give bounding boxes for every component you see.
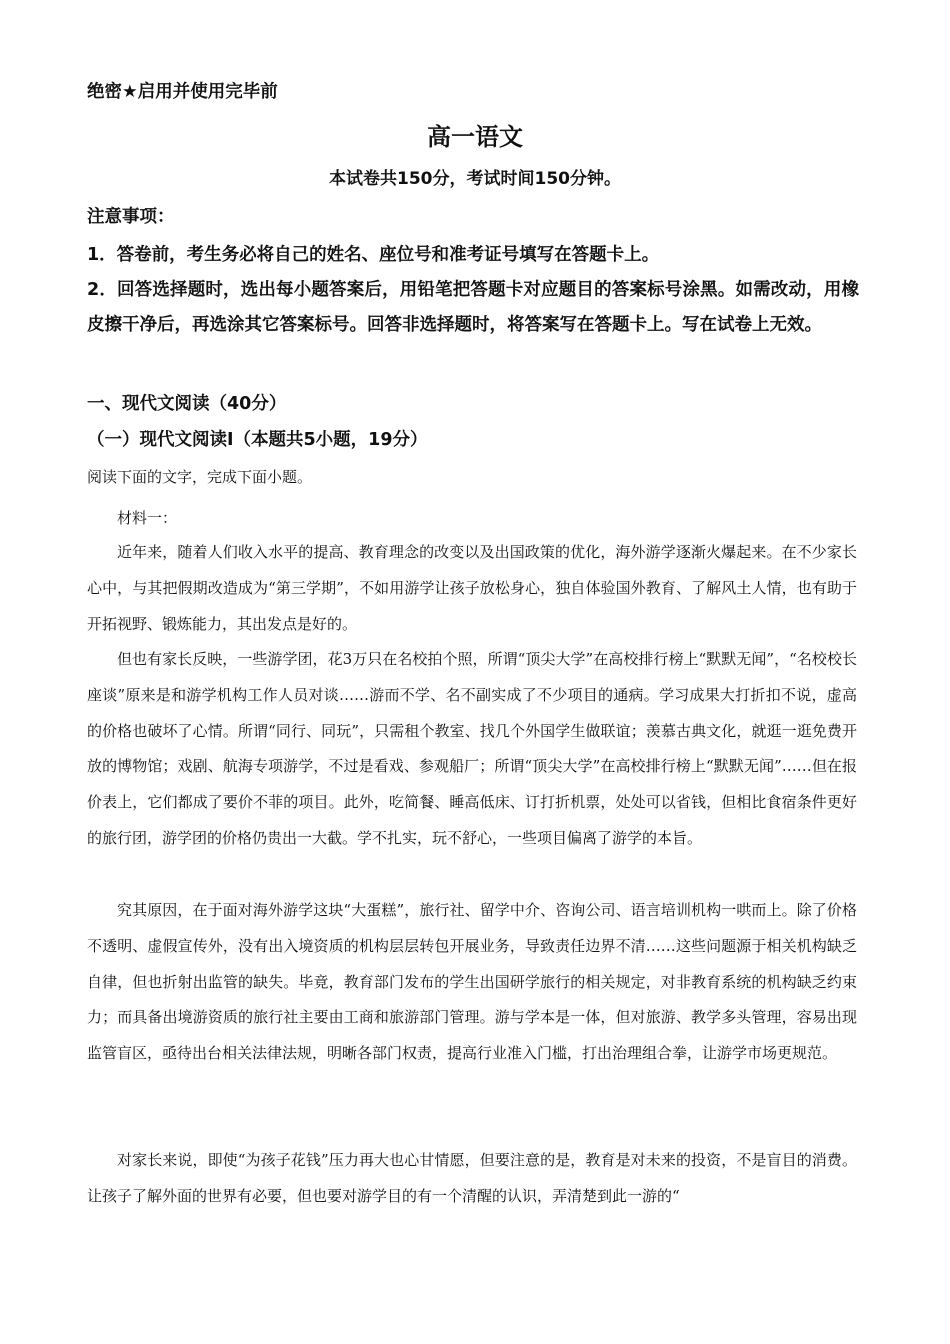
material-label: 材料一： [117,509,178,527]
confidential-label: 绝密★启用并使用完毕前 [87,82,278,102]
material-paragraph-2: 但也有家长反映，一些游学团，花3万只在名校拍个照，所谓“顶尖大学”在高校排行榜上“默默无闻”，“名校校长座谈”原来是和游学机构工作人员对谈……游而不学、名不副实成了不少项目的通病。学习成果大打折扣不说，虚高的价格也破坏了心情。所谓“同行、同玩”，只需租个教室、找几个外国学生做联谊；羡慕古典文化，就逛一逛免费开放的博物馆；戏剧、航海专项游学，不过是看戏、参观船厂；所谓“顶尖大学”在高校排行榜上“默默无闻”……但在报价表上，它们都成了要价不菲的项目。此外，吃简餐、睡高低床、订打折机票，处处可以省钱，但相比食宿条件更好的旅行团，游学团的价格仍贵出一大截。学不扎实，玩不舒心，一些项目偏离了游学的本旨。 [87,650,857,847]
exam-subtitle: 本试卷共150分，考试时间150分钟。 [329,169,621,189]
reading-instruction: 阅读下面的文字，完成下面小题。 [87,468,313,486]
notice-item-2: 2．回答选择题时，选出每小题答案后，用铅笔把答题卡对应题目的答案标号涂黑。如需改动，用橡皮擦干净后，再选涂其它答案标号。回答非选择题时，将答案写在答题卡上。写在试卷上无效。 [87,280,859,335]
exam-title: 高一语文 [427,123,523,151]
notice-item-1: 1．答卷前，考生务必将自己的姓名、座位号和准考证号填写在答题卡上。 [87,245,660,265]
material-paragraph-3: 究其原因，在于面对海外游学这块“大蛋糕”，旅行社、留学中介、咨询公司、语言培训机构一哄而上。除了价格不透明、虚假宣传外，没有出入境资质的机构层层转包开展业务，导致责任边界不清……这些问题源于相关机构缺乏自律，但也折射出监管的缺失。毕竟，教育部门发布的学生出国研学旅行的相关规定，对非教育系统的机构缺乏约束力；而具备出境游资质的旅行社主要由工商和旅游部门管理。游与学本是一体，但对旅游、教学多头管理，容易出现监管盲区，亟待出台相关法律法规，明晰各部门权责，提高行业准入门槛，打出治理组合拳，让游学市场更规范。 [87,901,857,1063]
section-subheading: （一）现代文阅读Ⅰ（本题共5小题，19分） [87,430,428,450]
material-paragraph-4: 对家长来说，即使“为孩子花钱”压力再大也心甘情愿，但要注意的是，教育是对未来的投资，不是盲目的消费。让孩子了解外面的世界有必要，但也要对游学目的有一个清醒的认识，弄清楚到此一游的“ [87,1151,857,1205]
material-paragraph-1: 近年来，随着人们收入水平的提高、教育理念的改变以及出国政策的优化，海外游学逐渐火爆起来。在不少家长心中，与其把假期改造成为“第三学期”，不如用游学让孩子放松身心，独自体验国外教育、了解风土人情，也有助于开拓视野、锻炼能力，其出发点是好的。 [87,543,857,633]
section-heading: 一、现代文阅读（40分） [87,394,287,414]
notice-heading: 注意事项： [87,207,175,227]
